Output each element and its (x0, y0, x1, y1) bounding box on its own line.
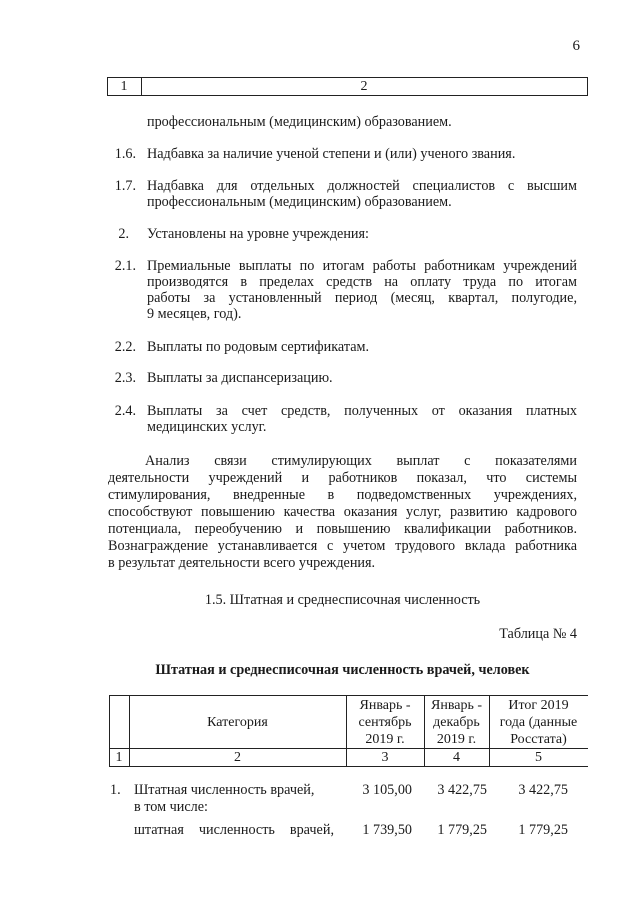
item-text-line: Надбавка для отдельных должностей специалистов с высшим (147, 178, 577, 194)
analysis-line: стимулирования, внедренные в подведомственных учреждениях, (108, 487, 577, 503)
row-value: 1 779,25 (437, 822, 487, 838)
col-number: 1 (115, 750, 123, 765)
item-text: Выплаты за диспансеризацию. (147, 370, 333, 386)
header-col-1: 1 (120, 79, 128, 94)
item-text-line: профессиональным (медицинским) образованием. (147, 194, 452, 210)
row-value: 3 105,00 (362, 782, 412, 798)
analysis-line: в результат деятельности всего учреждения. (108, 555, 376, 571)
header-col4 (424, 697, 489, 748)
col-number: 3 (381, 750, 389, 765)
item-text-line: Выплаты за счет средств, полученных от оказания платных (147, 403, 577, 419)
item-number: 2.1. (114, 258, 136, 274)
header-line: Итог 2019 (508, 698, 569, 713)
item-text: Выплаты по родовым сертификатам. (147, 339, 370, 355)
page-number: 6 (572, 38, 580, 54)
row-value: 1 739,50 (362, 822, 412, 838)
header-line: 2019 г. (436, 732, 477, 747)
header-col3 (346, 697, 424, 748)
analysis-line: способствуют повышению качества оказания услуг, развитию кадрового (108, 504, 577, 520)
row-value: 3 422,75 (518, 782, 568, 798)
item-number: 1.6. (114, 146, 136, 162)
item-number: 2.2. (114, 339, 136, 355)
col-number: 2 (234, 750, 241, 765)
row-label: штатная численность врачей, (134, 822, 334, 838)
row-value: 3 422,75 (437, 782, 487, 798)
row-value: 1 779,25 (518, 822, 568, 838)
header-line: 2019 г. (365, 732, 405, 747)
item-number: 2. (118, 226, 129, 242)
intro-continuation: профессиональным (медицинским) образованием. (147, 114, 452, 130)
header-category: Категория (207, 715, 268, 730)
item-text-line: производятся в пределах средств на оплату труда по итогам (147, 274, 577, 290)
item-number: 1.7. (114, 178, 136, 194)
analysis-line: потенциала, переобучению и повышению квалификации работников. (108, 521, 577, 537)
analysis-line: деятельности учреждений и работников показал, что системы (108, 470, 577, 486)
row-label: Штатная численность врачей, (134, 782, 315, 798)
item-number: 2.4. (114, 403, 136, 419)
header-line: Январь - (359, 698, 411, 713)
data-table (109, 695, 588, 767)
item-text-line: Премиальные выплаты по итогам работы работникам учреждений (147, 258, 577, 274)
table-title: Штатная и среднесписочная численность врачей, человек (155, 662, 530, 678)
header-line: Росстата) (510, 732, 567, 747)
header-col5 (489, 697, 588, 748)
header-line: года (данные (499, 715, 578, 730)
item-number: 2.3. (114, 370, 136, 386)
item-text-line: работы за установленный период (месяц, квартал, полугодие, (147, 290, 577, 306)
header-line: сентябрь (358, 715, 412, 730)
cell-border (109, 766, 588, 767)
continuation-header-row (107, 77, 588, 96)
item-text: Надбавка за наличие ученой степени и (или) ученого звания. (147, 146, 516, 162)
item-text-line: 9 месяцев, год). (147, 306, 242, 322)
header-line: декабрь (433, 715, 480, 730)
item-text: Установлены на уровне учреждения: (147, 226, 369, 242)
analysis-line: Вознаграждение устанавливается с учетом трудового вклада работника (108, 538, 577, 554)
row-number: 1. (110, 782, 121, 798)
table-label: Таблица № 4 (499, 626, 577, 642)
item-text-line: медицинских услуг. (147, 419, 267, 435)
section-title: 1.5. Штатная и среднесписочная численность (204, 592, 481, 608)
analysis-line: Анализ связи стимулирующих выплат с показателями (145, 453, 577, 469)
header-line: Январь - (430, 698, 483, 713)
cell-border (587, 78, 588, 95)
col-number: 4 (453, 750, 460, 765)
row-label: в том числе: (134, 799, 208, 815)
col-number: 5 (535, 750, 542, 765)
header-col-2: 2 (360, 79, 368, 94)
